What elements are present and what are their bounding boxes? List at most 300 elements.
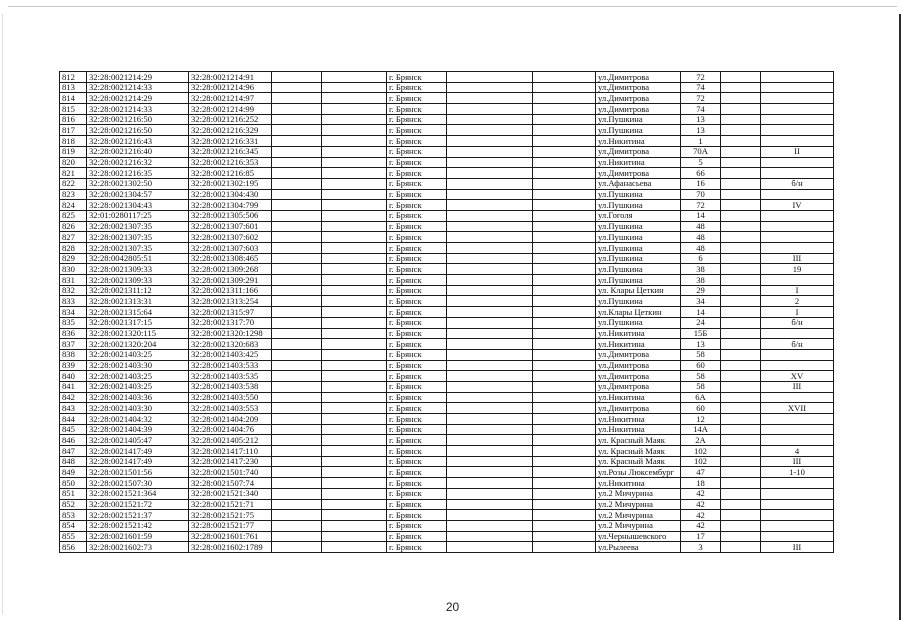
table-row [60,296,834,307]
cell-house: 16 [681,178,721,189]
cell-empty [533,114,596,125]
cell-empty [322,125,387,136]
cell-object-cadastral-number: 32:28:0021521:71 [189,499,272,510]
cell-empty [533,531,596,542]
cell-row-number: 831 [60,275,87,286]
cell-empty [533,168,596,179]
cell-city: г. Брянск [387,435,447,446]
cell-street: ул.Пушкина [596,275,681,286]
table-row [60,168,834,179]
cell-premises [761,510,834,521]
cell-empty [447,307,533,318]
cell-object-cadastral-number: 32:28:0021602:1789 [189,542,272,553]
cell-street: ул. Клары Цеткин [596,285,681,296]
cell-row-number: 850 [60,478,87,489]
table-row [60,264,834,275]
cell-empty [272,381,322,392]
cell-city: г. Брянск [387,243,447,254]
table-row [60,520,834,531]
cell-street: ул.Димитрова [596,82,681,93]
cell-city: г. Брянск [387,446,447,457]
table-row [60,328,834,339]
cell-land-cadastral-number: 32:28:0021320:115 [87,328,189,339]
cell-empty [322,488,387,499]
cell-land-cadastral-number: 32:28:0021521:37 [87,510,189,521]
cell-empty [533,435,596,446]
table-body [60,72,834,553]
table-row [60,221,834,232]
cell-city: г. Брянск [387,339,447,350]
cell-empty [447,424,533,435]
cell-empty [721,371,761,382]
cell-street: ул.Никитина [596,328,681,339]
cell-empty [447,488,533,499]
cell-house: 13 [681,114,721,125]
cell-row-number: 832 [60,285,87,296]
cell-premises: XVII [761,403,834,414]
cell-house: 6 [681,253,721,264]
cell-city: г. Брянск [387,531,447,542]
cell-row-number: 833 [60,296,87,307]
cell-empty [533,414,596,425]
cell-premises [761,488,834,499]
cell-empty [447,125,533,136]
cell-row-number: 829 [60,253,87,264]
cell-house: 42 [681,520,721,531]
cell-empty [721,478,761,489]
cell-land-cadastral-number: 32:28:0021602:73 [87,542,189,553]
cell-house: 38 [681,264,721,275]
cell-empty [272,178,322,189]
page-top-edge [8,6,897,7]
cell-row-number: 818 [60,136,87,147]
cell-city: г. Брянск [387,125,447,136]
cell-object-cadastral-number: 32:28:0021403:550 [189,392,272,403]
cell-land-cadastral-number: 32:28:0021216:50 [87,125,189,136]
cell-house: 42 [681,488,721,499]
cell-premises [761,157,834,168]
cell-empty [721,168,761,179]
cell-premises: 4 [761,446,834,457]
cell-empty [447,189,533,200]
cell-empty [721,467,761,478]
cell-land-cadastral-number: 32:28:0021403:36 [87,392,189,403]
cell-empty [721,253,761,264]
cell-city: г. Брянск [387,296,447,307]
cell-premises: I [761,285,834,296]
cell-empty [721,93,761,104]
cell-land-cadastral-number: 32:28:0021417:49 [87,456,189,467]
cell-land-cadastral-number: 32:28:0021214:29 [87,93,189,104]
cell-premises [761,435,834,446]
cell-row-number: 826 [60,221,87,232]
cell-row-number: 819 [60,146,87,157]
cell-empty [447,82,533,93]
cell-empty [272,435,322,446]
table-row [60,371,834,382]
cell-row-number: 844 [60,414,87,425]
cell-empty [322,435,387,446]
cell-street: ул.Розы Люксембург [596,467,681,478]
table-row [60,72,834,83]
cell-land-cadastral-number: 32:28:0021307:35 [87,232,189,243]
cell-object-cadastral-number: 32:28:0021308:465 [189,253,272,264]
cell-city: г. Брянск [387,478,447,489]
cell-empty [322,328,387,339]
cell-object-cadastral-number: 32:28:0021315:97 [189,307,272,318]
cell-street: ул.Никитина [596,478,681,489]
table-row [60,275,834,286]
cell-street: ул.2 Мичурина [596,499,681,510]
cell-premises: б/н [761,317,834,328]
cell-house: 58 [681,381,721,392]
cell-empty [721,531,761,542]
cell-empty [322,360,387,371]
cell-empty [721,446,761,457]
cell-empty [533,82,596,93]
cell-street: ул.Чернышевского [596,531,681,542]
cell-empty [721,424,761,435]
cell-empty [322,210,387,221]
cell-empty [447,285,533,296]
cell-empty [721,178,761,189]
cell-row-number: 821 [60,168,87,179]
cell-empty [322,189,387,200]
cell-city: г. Брянск [387,146,447,157]
cell-empty [721,328,761,339]
cell-premises [761,392,834,403]
cell-empty [533,264,596,275]
cell-empty [322,264,387,275]
cell-land-cadastral-number: 32:28:0021320:204 [87,339,189,350]
cell-empty [533,520,596,531]
cell-empty [272,243,322,254]
cell-empty [322,168,387,179]
cell-empty [533,125,596,136]
cell-empty [272,488,322,499]
cell-empty [272,520,322,531]
cell-empty [447,414,533,425]
cell-empty [721,456,761,467]
cell-empty [447,456,533,467]
cell-empty [272,157,322,168]
cell-empty [533,510,596,521]
cell-land-cadastral-number: 32:28:0021417:49 [87,446,189,457]
table-row [60,456,834,467]
cell-empty [721,392,761,403]
table-row [60,146,834,157]
cell-empty [322,275,387,286]
cell-empty [322,253,387,264]
cell-empty [322,499,387,510]
cell-house: 6А [681,392,721,403]
cell-row-number: 830 [60,264,87,275]
cell-empty [272,317,322,328]
table-row [60,200,834,211]
cell-empty [533,339,596,350]
table-row [60,424,834,435]
cell-premises: б/н [761,339,834,350]
cell-empty [721,285,761,296]
cell-empty [322,200,387,211]
table-row [60,392,834,403]
cell-empty [447,317,533,328]
cell-city: г. Брянск [387,168,447,179]
cell-empty [272,478,322,489]
cell-premises [761,210,834,221]
cell-object-cadastral-number: 32:28:0021417:230 [189,456,272,467]
cell-object-cadastral-number: 32:28:0021216:331 [189,136,272,147]
cell-street: ул.Пушкина [596,253,681,264]
cell-empty [533,371,596,382]
cell-city: г. Брянск [387,157,447,168]
cell-empty [533,499,596,510]
cell-city: г. Брянск [387,82,447,93]
cell-empty [272,114,322,125]
cell-street: ул.Димитрова [596,371,681,382]
cell-empty [721,275,761,286]
cell-empty [272,499,322,510]
cell-object-cadastral-number: 32:28:0021601:761 [189,531,272,542]
cell-street: ул.Пушкина [596,189,681,200]
cell-premises [761,82,834,93]
cell-empty [533,178,596,189]
cell-empty [721,307,761,318]
cell-empty [272,210,322,221]
cell-land-cadastral-number: 32:28:0021214:29 [87,72,189,83]
cell-house: 38 [681,275,721,286]
table-row [60,488,834,499]
cell-street: ул.Пушкина [596,264,681,275]
cell-empty [322,467,387,478]
cell-land-cadastral-number: 32:28:0042805:51 [87,253,189,264]
cell-object-cadastral-number: 32:28:0021521:77 [189,520,272,531]
cell-empty [272,72,322,83]
cell-empty [721,499,761,510]
cell-house: 15Б [681,328,721,339]
cell-premises [761,531,834,542]
table-row [60,349,834,360]
cell-object-cadastral-number: 32:28:0021313:254 [189,296,272,307]
cell-street: ул.Димитрова [596,403,681,414]
cell-empty [533,446,596,457]
cell-house: 72 [681,72,721,83]
cell-premises [761,478,834,489]
cell-premises [761,424,834,435]
cell-house: 58 [681,349,721,360]
cell-city: г. Брянск [387,381,447,392]
cell-street: ул. Красный Маяк [596,446,681,457]
cell-empty [322,221,387,232]
cell-house: 47 [681,467,721,478]
cell-empty [322,339,387,350]
cell-premises [761,520,834,531]
cell-empty [272,456,322,467]
cell-city: г. Брянск [387,210,447,221]
cell-land-cadastral-number: 32:28:0021403:25 [87,381,189,392]
cell-object-cadastral-number: 32:28:0021216:85 [189,168,272,179]
cell-street: ул.Никитина [596,414,681,425]
cell-object-cadastral-number: 32:28:0021214:96 [189,82,272,93]
cell-empty [272,275,322,286]
cell-empty [272,168,322,179]
cell-row-number: 817 [60,125,87,136]
cell-empty [533,275,596,286]
table-row [60,435,834,446]
cell-city: г. Брянск [387,317,447,328]
cell-premises: II [761,146,834,157]
cell-city: г. Брянск [387,221,447,232]
cell-empty [447,157,533,168]
cell-empty [447,349,533,360]
cell-object-cadastral-number: 32:28:0021404:209 [189,414,272,425]
cell-row-number: 813 [60,82,87,93]
cell-street: ул.2 Мичурина [596,510,681,521]
cell-city: г. Брянск [387,499,447,510]
cell-empty [272,349,322,360]
cell-object-cadastral-number: 32:28:0021320:1298 [189,328,272,339]
cell-empty [533,424,596,435]
cell-object-cadastral-number: 32:28:0021403:553 [189,403,272,414]
cell-premises: 1-10 [761,467,834,478]
cell-empty [447,114,533,125]
cell-object-cadastral-number: 32:28:0021311:166 [189,285,272,296]
cell-premises: III [761,253,834,264]
cell-house: 48 [681,232,721,243]
cell-object-cadastral-number: 32:28:0021501:740 [189,467,272,478]
cell-premises: 2 [761,296,834,307]
cell-house: 42 [681,510,721,521]
cell-city: г. Брянск [387,520,447,531]
cell-empty [322,285,387,296]
cell-empty [721,542,761,553]
cell-land-cadastral-number: 32:01:0280117:25 [87,210,189,221]
cell-land-cadastral-number: 32:28:0021405:47 [87,435,189,446]
cell-object-cadastral-number: 32:28:0021307:603 [189,243,272,254]
cell-city: г. Брянск [387,200,447,211]
cell-land-cadastral-number: 32:28:0021315:64 [87,307,189,318]
table-row [60,317,834,328]
cell-empty [533,232,596,243]
cell-empty [447,478,533,489]
cell-empty [272,253,322,264]
cell-street: ул. Красный Маяк [596,456,681,467]
cell-empty [721,210,761,221]
table-row [60,210,834,221]
cell-empty [721,317,761,328]
cell-house: 14 [681,210,721,221]
cell-empty [721,125,761,136]
cell-empty [322,317,387,328]
cell-city: г. Брянск [387,232,447,243]
table-row [60,189,834,200]
cell-row-number: 820 [60,157,87,168]
cell-house: 48 [681,243,721,254]
cell-empty [447,221,533,232]
cell-empty [272,531,322,542]
cell-row-number: 841 [60,381,87,392]
cell-empty [533,360,596,371]
cell-empty [533,253,596,264]
table-row [60,403,834,414]
cell-empty [322,349,387,360]
cell-house: 17 [681,531,721,542]
cell-street: ул.Гоголя [596,210,681,221]
cell-premises: б/н [761,178,834,189]
cell-empty [272,392,322,403]
cell-empty [533,200,596,211]
cell-house: 74 [681,82,721,93]
cell-city: г. Брянск [387,456,447,467]
cell-empty [322,392,387,403]
cell-row-number: 842 [60,392,87,403]
cell-land-cadastral-number: 32:28:0021309:33 [87,264,189,275]
cell-empty [533,328,596,339]
table-row [60,136,834,147]
cell-empty [447,178,533,189]
cell-premises [761,328,834,339]
cell-city: г. Брянск [387,72,447,83]
cell-row-number: 853 [60,510,87,521]
cell-empty [447,136,533,147]
table-row [60,339,834,350]
table-row [60,93,834,104]
cell-empty [721,146,761,157]
cell-empty [447,531,533,542]
cell-premises [761,93,834,104]
cell-street: ул.Клары Цеткин [596,307,681,318]
cell-city: г. Брянск [387,264,447,275]
cell-empty [533,307,596,318]
cell-empty [721,114,761,125]
cell-row-number: 846 [60,435,87,446]
cell-street: ул.2 Мичурина [596,488,681,499]
cell-premises [761,189,834,200]
cell-empty [272,510,322,521]
cell-row-number: 814 [60,93,87,104]
table-row [60,82,834,93]
cell-empty [322,542,387,553]
cell-empty [447,253,533,264]
cell-premises [761,125,834,136]
cell-city: г. Брянск [387,360,447,371]
cell-empty [447,520,533,531]
cell-empty [533,285,596,296]
cell-empty [533,467,596,478]
cell-house: 18 [681,478,721,489]
cell-object-cadastral-number: 32:28:0021403:425 [189,349,272,360]
cell-empty [322,136,387,147]
cell-street: ул. Красный Маяк [596,435,681,446]
cell-empty [322,424,387,435]
cell-empty [533,381,596,392]
cell-city: г. Брянск [387,114,447,125]
cell-object-cadastral-number: 32:28:0021304:430 [189,189,272,200]
cell-premises [761,414,834,425]
cell-empty [322,381,387,392]
table-row [60,243,834,254]
cell-empty [447,275,533,286]
cell-empty [447,146,533,157]
cell-land-cadastral-number: 32:28:0021403:30 [87,403,189,414]
cell-row-number: 835 [60,317,87,328]
cell-row-number: 854 [60,520,87,531]
table-row [60,510,834,521]
cell-empty [447,446,533,457]
table-row [60,446,834,457]
cell-land-cadastral-number: 32:28:0021304:43 [87,200,189,211]
cell-empty [533,157,596,168]
